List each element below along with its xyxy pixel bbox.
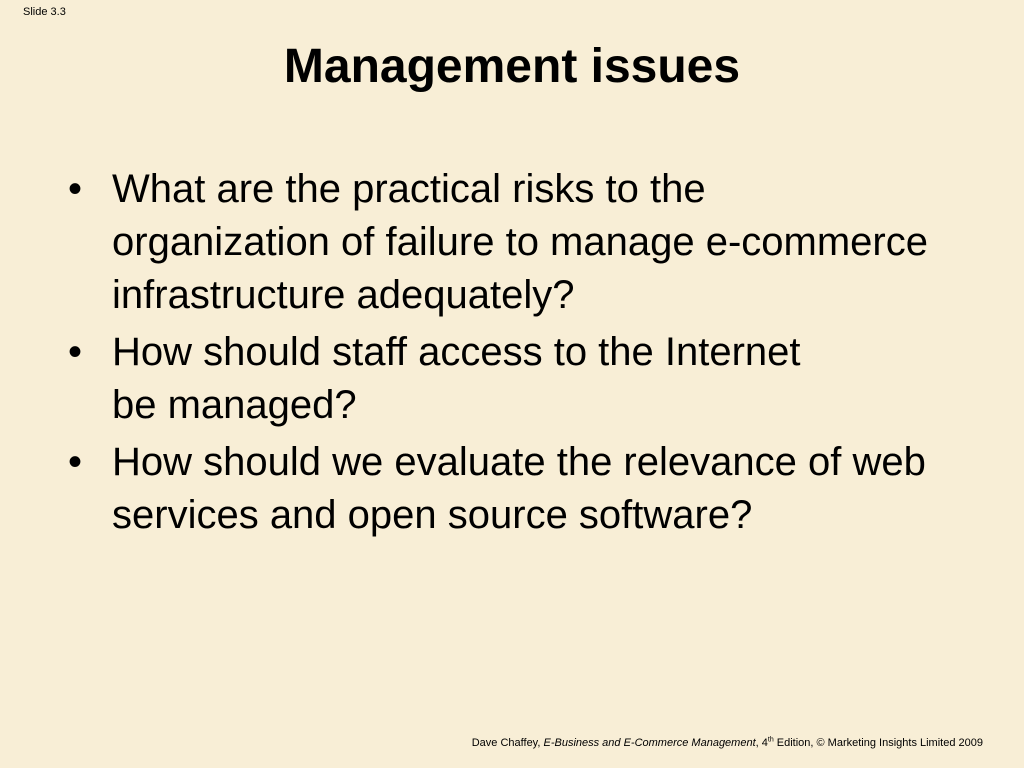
bullet-line: be managed?: [112, 383, 357, 427]
footer-citation: [472, 737, 983, 750]
footer-edition-superscript: th: [767, 736, 774, 744]
bullet-line: services and open source software?: [112, 493, 753, 537]
bullet-item: [62, 436, 1002, 542]
footer-author: Dave Chaffey,: [471, 737, 544, 749]
bullet-marker: •: [68, 167, 83, 211]
footer-book-title: E-Business and E-Commerce Management: [543, 737, 756, 749]
slide-number: Slide 3.3: [23, 6, 66, 18]
bullet-item: [62, 163, 1002, 322]
bullet-line: What are the practical risks to the: [112, 167, 706, 211]
bullet-marker: •: [68, 330, 83, 374]
slide-title: Management issues: [283, 40, 741, 93]
bullet-line: organization of failure to manage e-commerce: [112, 220, 928, 264]
bullet-line: How should we evaluate the relevance of web: [112, 440, 926, 484]
bullet-line: How should staff access to the Internet: [112, 330, 801, 374]
footer-rest: Edition, © Marketing Insights Limited 2009: [773, 737, 983, 749]
bullet-list: [62, 163, 1002, 546]
footer-edition-prefix: , 4: [755, 737, 768, 749]
bullet-marker: •: [68, 440, 83, 484]
bullet-item: [62, 326, 1002, 432]
bullet-line: infrastructure adequately?: [112, 273, 575, 317]
